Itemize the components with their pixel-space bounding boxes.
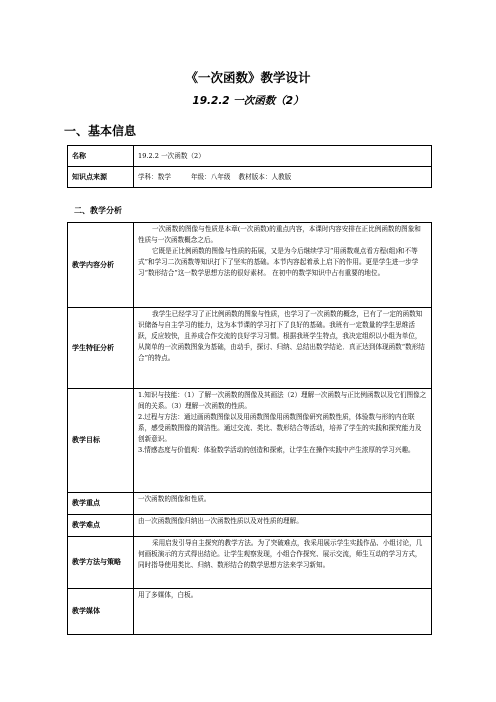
student-analysis-label: 学生特征分析 <box>68 308 134 389</box>
key-points-text: 一次函数的图像和性质。 <box>134 493 432 515</box>
table-row <box>68 167 432 188</box>
document-subtitle: 19.2.2 一次函数（2） <box>192 95 304 107</box>
subject-text: 学科：数学 <box>138 172 171 181</box>
edition-text: 教材版本：人教版 <box>238 172 292 181</box>
goal-knowledge: 1.知识与技能：（1）了解一次函数的图像及其画法（2）理解一次函数与正比例函数以及它们图像之间的关系。（3）理解一次函数的性质。 <box>138 391 427 410</box>
key-points-label: 教学重点 <box>68 493 134 515</box>
content-analysis-p2: 它既是正比例函数的图像与性质的拓展，又是为今后继续学习“用函数观点看方程(组)和不等式”和学习二次函数等知识打下了坚实的基础。本节内容起着承上启下的作用。更是学生进一步学习“数形结合”这一数学思想方法的很好素材。 在初中的数学知识中占有重要的地位。 <box>138 247 419 277</box>
student-analysis-p1: 我学生已经学习了正比例函数的图象与性质，也学习了一次函数的概念，已有了一定的函数知识储备与自主学习的能力，这为本节课的学习打下了良好的基础。我班有一定数量的学生思维活跃，反应较快，且养成合作交流的良好学习习惯。根据我班学生特点，我决定组织以小组为单位，从简单的一次函数图象为基础，由动手，探讨、归纳、总结出数学结论．真正达到体现函数“数形结合”的特点。 <box>138 310 425 362</box>
document-title: 《一次函数》教学设计 <box>185 70 311 85</box>
table-row <box>68 389 432 493</box>
content-analysis-text <box>134 223 432 308</box>
goals-text <box>134 389 432 493</box>
goals-label: 教学目标 <box>68 389 134 493</box>
table-row <box>68 146 432 167</box>
difficulties-text: 由一次函数图像归纳出一次函数性质以及对性质的理解。 <box>134 515 432 537</box>
table-row <box>68 308 432 389</box>
methods-p1: 采用启发引导自主探究的教学方法。为了突破难点，我采用展示学生实践作品、小组讨论，几何画板演示的方式得出结论。让学生观察发现，小组合作探究、展示交流，师生互动的学习方式，同时指导使用类比、归纳、数形结合的数学思想方法来学习新知。 <box>138 539 423 569</box>
content-analysis-p1: 一次函数的图像与性质是本章(一次函数)的重点内容，本课时内容安排在正比例函数的图象和性质与一次函数概念之后。 <box>138 225 421 244</box>
grade-text: 年级：八年级 <box>190 172 231 181</box>
media-label: 教学媒体 <box>68 589 134 635</box>
goal-process: 2.过程与方法：通过画函数图像以及用函数图像用函数图像研究函数性质，体验数与形的内在联系，感受函数图像的简洁性。通过交流、类比、数形结合等活动，培养了学生的实践和探究能力及创新意识。 <box>138 413 422 443</box>
source-label: 知识点来源 <box>68 167 134 188</box>
source-value <box>134 167 432 188</box>
section-basic-info-heading: 一、基本信息 <box>64 124 137 138</box>
methods-text <box>134 537 432 589</box>
section-analysis-heading: 二、教学分析 <box>74 206 122 215</box>
table-row <box>68 537 432 589</box>
content-analysis-label: 教学内容分析 <box>68 223 134 308</box>
table-row <box>68 493 432 515</box>
name-label: 名称 <box>68 146 134 167</box>
table-row <box>68 589 432 635</box>
table-row <box>68 223 432 308</box>
difficulties-label: 教学难点 <box>68 515 134 537</box>
basic-info-table <box>67 145 432 188</box>
methods-label: 教学方法与策略 <box>68 537 134 589</box>
analysis-table <box>67 222 432 635</box>
table-row <box>68 515 432 537</box>
student-analysis-text <box>134 308 432 389</box>
name-value: 19.2.2 一次函数（2） <box>134 146 432 167</box>
media-text: 用了多媒体，白板。 <box>134 589 432 635</box>
goal-attitude: 3.情感态度与价值观：体验数学活动的创造和探索，让学生在操作实践中产生浓厚的学习兴趣。 <box>138 446 415 454</box>
